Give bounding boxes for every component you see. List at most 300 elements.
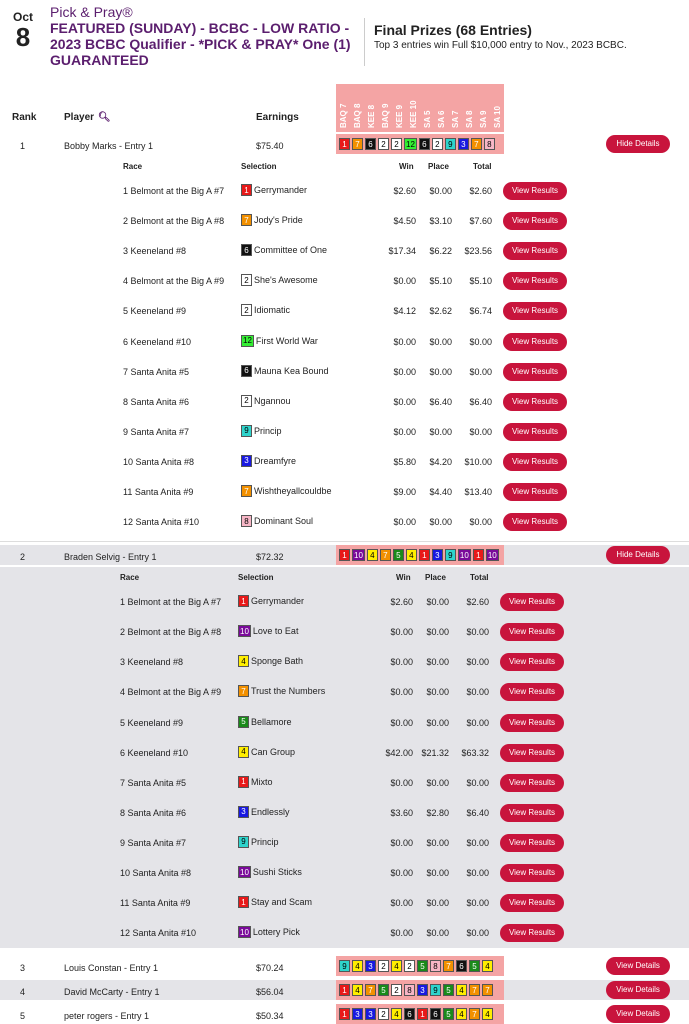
win-value: $0.00 bbox=[393, 366, 416, 377]
horse-name: Endlessly bbox=[251, 806, 290, 817]
detail-header-total: Total bbox=[473, 162, 492, 171]
selection bbox=[241, 304, 290, 316]
earnings-value: $70.24 bbox=[256, 963, 284, 974]
win-value: $17.34 bbox=[388, 246, 416, 257]
total-value: $0.00 bbox=[466, 898, 489, 909]
prize-title: Final Prizes (68 Entries) bbox=[374, 22, 532, 38]
total-value: $7.60 bbox=[469, 216, 492, 227]
race-name: 1 Belmont at the Big A #7 bbox=[120, 597, 222, 608]
saddle-number-badge: 7 bbox=[482, 984, 493, 996]
saddle-number-badge: 2 bbox=[391, 138, 402, 150]
detail-row bbox=[0, 478, 689, 508]
view-results-button[interactable]: View Results bbox=[503, 363, 567, 381]
saddle-number-badge: 6 bbox=[456, 960, 467, 972]
view-results-button[interactable]: View Results bbox=[500, 623, 564, 641]
total-value: $23.56 bbox=[464, 246, 492, 257]
saddle-number-badge: 8 bbox=[430, 960, 441, 972]
view-results-button[interactable]: View Results bbox=[503, 333, 567, 351]
earnings-value: $75.40 bbox=[256, 141, 284, 151]
selection bbox=[238, 836, 279, 848]
contest-title bbox=[50, 4, 360, 68]
race-label-text: SA 6 bbox=[437, 110, 446, 128]
race-name: 8 Santa Anita #6 bbox=[123, 396, 190, 407]
detail-row bbox=[0, 237, 689, 267]
total-value: $0.00 bbox=[469, 366, 492, 377]
selection bbox=[238, 625, 298, 637]
leaderboard-row bbox=[0, 980, 689, 1000]
win-value: $0.00 bbox=[393, 396, 416, 407]
view-results-button[interactable]: View Results bbox=[503, 272, 567, 290]
race-name: 9 Santa Anita #7 bbox=[120, 837, 187, 848]
rank-value: 3 bbox=[20, 963, 26, 974]
hide-details-button[interactable]: Hide Details bbox=[606, 135, 670, 153]
saddle-number-badge: 3 bbox=[458, 138, 469, 150]
saddle-number-badge: 2 bbox=[404, 960, 415, 972]
saddle-number-badge: 4 bbox=[456, 984, 467, 996]
detail-row bbox=[0, 267, 689, 297]
saddle-number-badge: 1 bbox=[339, 549, 350, 561]
race-column-label bbox=[490, 84, 504, 132]
selection bbox=[238, 926, 300, 938]
race-label-text: SA 5 bbox=[423, 110, 432, 128]
race-name: 6 Keeneland #10 bbox=[120, 747, 189, 758]
player-name: Bobby Marks - Entry 1 bbox=[64, 141, 154, 151]
saddle-number-badge: 4 bbox=[391, 1008, 402, 1020]
view-results-button[interactable]: View Results bbox=[500, 894, 564, 912]
horse-name: Stay and Scam bbox=[251, 897, 313, 908]
saddle-number-badge: 1 bbox=[238, 896, 249, 908]
horse-name: Love to Eat bbox=[252, 626, 299, 637]
race-label-text: BAQ 8 bbox=[353, 103, 362, 128]
earnings-header: Earnings bbox=[256, 112, 299, 123]
race-name: 2 Belmont at the Big A #8 bbox=[120, 627, 222, 638]
race-label-text: SA 10 bbox=[493, 106, 502, 128]
view-details-button[interactable]: View Details bbox=[606, 981, 670, 999]
saddle-number-badge: 4 bbox=[238, 655, 249, 667]
saddle-number-badge: 10 bbox=[354, 550, 363, 560]
horse-name: Dominant Soul bbox=[254, 516, 314, 527]
view-results-button[interactable]: View Results bbox=[503, 513, 567, 531]
header-divider bbox=[364, 18, 365, 66]
saddle-number-badge: 12 bbox=[243, 336, 252, 345]
race-name: 7 Santa Anita #5 bbox=[120, 777, 187, 788]
detail-row bbox=[0, 739, 689, 769]
prize-info bbox=[374, 22, 627, 51]
saddle-number-badge: 6 bbox=[430, 1008, 441, 1020]
race-name: 4 Belmont at the Big A #9 bbox=[120, 687, 222, 698]
place-value: $4.40 bbox=[429, 487, 452, 497]
detail-row bbox=[0, 829, 689, 859]
horse-name: Princip bbox=[254, 425, 282, 436]
horse-name: Dreamfyre bbox=[254, 455, 297, 466]
horse-name: Sponge Bath bbox=[251, 656, 304, 667]
view-results-button[interactable]: View Results bbox=[503, 242, 567, 260]
place-value: $6.40 bbox=[429, 396, 452, 407]
race-label-text: KEE 10 bbox=[409, 100, 418, 128]
selection bbox=[238, 896, 312, 908]
saddle-number-badge: 3 bbox=[352, 1008, 363, 1020]
saddle-number-badge: 5 bbox=[443, 1008, 454, 1020]
saddle-number-badge: 1 bbox=[339, 138, 350, 150]
saddle-number-badge: 12 bbox=[406, 139, 415, 149]
race-label-text: BAQ 9 bbox=[381, 103, 390, 128]
place-value: $0.00 bbox=[426, 868, 449, 879]
win-value: $4.50 bbox=[393, 216, 416, 227]
detail-header-total: Total bbox=[470, 573, 489, 583]
race-column-label bbox=[378, 84, 392, 132]
saddle-number-badge: 3 bbox=[365, 960, 376, 972]
earnings-value: $72.32 bbox=[256, 552, 284, 563]
saddle-number-badge: 8 bbox=[241, 515, 252, 527]
total-value: $0.00 bbox=[466, 717, 489, 728]
saddle-number-badge: 1 bbox=[339, 984, 350, 996]
place-value: $0.00 bbox=[426, 928, 449, 939]
place-value: $0.00 bbox=[429, 426, 452, 437]
selection bbox=[238, 866, 302, 878]
saddle-number-badge: 9 bbox=[339, 960, 350, 972]
brand-name: Pick & Pray® bbox=[50, 4, 133, 20]
win-value: $9.00 bbox=[393, 487, 416, 497]
detail-row bbox=[0, 648, 689, 678]
saddle-number-badge: 7 bbox=[238, 685, 249, 697]
place-value: $0.00 bbox=[426, 627, 449, 638]
saddle-number-badge: 9 bbox=[430, 984, 441, 996]
saddle-number-badge: 4 bbox=[391, 960, 402, 972]
entry-details bbox=[0, 156, 689, 537]
total-value: $0.00 bbox=[469, 336, 492, 347]
view-results-button[interactable]: View Results bbox=[503, 212, 567, 230]
saddle-number-badge: 10 bbox=[240, 626, 249, 636]
horse-name: First World War bbox=[255, 335, 318, 346]
horse-name: Sushi Sticks bbox=[252, 867, 302, 878]
total-value: $0.00 bbox=[466, 777, 489, 788]
rank-header: Rank bbox=[12, 112, 37, 123]
saddle-number-badge: 6 bbox=[241, 244, 252, 256]
win-value: $5.80 bbox=[393, 456, 416, 467]
selection bbox=[238, 685, 325, 697]
place-value: $0.00 bbox=[429, 366, 452, 377]
total-value: $13.40 bbox=[464, 487, 492, 497]
place-value: $0.00 bbox=[426, 597, 449, 608]
place-value: $0.00 bbox=[426, 687, 449, 698]
total-value: $6.74 bbox=[469, 306, 492, 317]
place-value: $5.10 bbox=[429, 276, 452, 287]
saddle-number-badge: 1 bbox=[238, 595, 249, 607]
win-value: $0.00 bbox=[390, 687, 413, 698]
rank-value: 4 bbox=[20, 987, 26, 998]
selection bbox=[241, 455, 296, 467]
saddle-number-badge: 1 bbox=[419, 549, 430, 561]
selection bbox=[241, 274, 318, 286]
saddle-number-badge: 4 bbox=[352, 984, 363, 996]
rank-value: 5 bbox=[20, 1011, 26, 1022]
race-name: 3 Keeneland #8 bbox=[123, 246, 187, 257]
selection bbox=[241, 214, 303, 226]
view-details-button[interactable]: View Details bbox=[606, 1005, 670, 1023]
win-value: $3.60 bbox=[390, 807, 413, 818]
race-name: 10 Santa Anita #8 bbox=[123, 456, 195, 467]
contest-name: FEATURED (SUNDAY) - BCBC - LOW RATIO - 2023 BCBC Qualifier - *PICK & PRAY* One (1) GUARANTEED bbox=[50, 20, 351, 68]
win-value: $0.00 bbox=[390, 837, 413, 848]
win-value: $2.60 bbox=[393, 186, 416, 196]
view-results-button[interactable]: View Results bbox=[500, 653, 564, 671]
total-value: $0.00 bbox=[469, 517, 492, 528]
view-results-button[interactable]: View Results bbox=[500, 683, 564, 701]
saddle-number-badge: 9 bbox=[241, 425, 252, 437]
race-name: 9 Santa Anita #7 bbox=[123, 426, 190, 437]
detail-header-win: Win bbox=[399, 162, 414, 171]
view-results-button[interactable]: View Results bbox=[500, 804, 564, 822]
race-column-label bbox=[336, 84, 350, 132]
leaderboard-row bbox=[0, 134, 689, 154]
total-value: $2.60 bbox=[469, 186, 492, 196]
win-value: $0.00 bbox=[390, 898, 413, 909]
detail-row bbox=[0, 769, 689, 799]
detail-row bbox=[0, 889, 689, 919]
earnings-value: $56.04 bbox=[256, 987, 284, 998]
saddle-number-badge: 1 bbox=[238, 776, 249, 788]
selections-strip bbox=[336, 134, 504, 154]
view-results-button[interactable]: View Results bbox=[500, 924, 564, 942]
saddle-number-badge: 3 bbox=[238, 806, 249, 818]
view-results-button[interactable]: View Results bbox=[500, 714, 564, 732]
selection bbox=[241, 184, 307, 196]
leaderboard-row bbox=[0, 545, 689, 565]
view-results-button[interactable]: View Results bbox=[503, 182, 567, 200]
win-value: $0.00 bbox=[393, 336, 416, 347]
detail-row bbox=[0, 448, 689, 478]
player-header-label: Player bbox=[64, 112, 95, 123]
saddle-number-badge: 10 bbox=[487, 550, 497, 560]
detail-header-place: Place bbox=[425, 573, 446, 583]
selection bbox=[241, 425, 282, 437]
saddle-number-badge: 6 bbox=[419, 138, 430, 150]
race-name: 1 Belmont at the Big A #7 bbox=[123, 186, 225, 196]
place-value: $6.22 bbox=[429, 246, 452, 257]
contest-header bbox=[0, 0, 689, 80]
leaderboard-row bbox=[0, 956, 689, 976]
detail-header-race: Race bbox=[120, 573, 140, 583]
saddle-number-badge: 4 bbox=[352, 960, 363, 972]
saddle-number-badge: 2 bbox=[241, 395, 252, 407]
detail-row bbox=[0, 388, 689, 418]
race-name: 2 Belmont at the Big A #8 bbox=[123, 216, 225, 227]
saddle-number-badge: 7 bbox=[380, 549, 391, 561]
win-value: $0.00 bbox=[390, 627, 413, 638]
race-column-label bbox=[392, 84, 406, 132]
detail-header-win: Win bbox=[396, 573, 411, 583]
total-value: $63.32 bbox=[461, 747, 489, 758]
win-value: $0.00 bbox=[390, 868, 413, 879]
total-value: $6.40 bbox=[469, 396, 492, 407]
win-value: $0.00 bbox=[390, 777, 413, 788]
place-value: $0.00 bbox=[426, 837, 449, 848]
saddle-number-badge: 5 bbox=[393, 549, 404, 561]
saddle-number-badge: 3 bbox=[417, 984, 428, 996]
detail-row bbox=[0, 177, 689, 207]
detail-row bbox=[0, 297, 689, 327]
view-results-button[interactable]: View Results bbox=[500, 834, 564, 852]
view-results-button[interactable]: View Results bbox=[500, 744, 564, 762]
race-label-text: SA 7 bbox=[451, 110, 460, 128]
race-column-label bbox=[448, 84, 462, 132]
selections-strip bbox=[336, 956, 504, 976]
date-month: Oct bbox=[12, 10, 33, 24]
date-day: 8 bbox=[15, 22, 31, 52]
detail-row bbox=[0, 418, 689, 448]
saddle-number-badge: 1 bbox=[241, 184, 252, 196]
saddle-number-badge: 2 bbox=[378, 960, 389, 972]
saddle-number-badge: 8 bbox=[484, 138, 495, 150]
saddle-number-badge: 7 bbox=[471, 138, 482, 150]
player-name: Braden Selvig - Entry 1 bbox=[64, 552, 157, 563]
detail-row bbox=[0, 919, 689, 949]
win-value: $4.12 bbox=[393, 306, 416, 317]
saddle-number-badge: 4 bbox=[367, 549, 378, 561]
selections-strip bbox=[336, 1004, 504, 1024]
race-label-text: KEE 9 bbox=[395, 104, 404, 128]
hide-details-button[interactable]: Hide Details bbox=[606, 546, 670, 564]
saddle-number-badge: 3 bbox=[432, 549, 443, 561]
saddle-number-badge: 2 bbox=[378, 1008, 389, 1020]
place-value: $0.00 bbox=[429, 517, 452, 528]
detail-header-selection: Selection bbox=[238, 573, 274, 583]
horse-name: Gerrymander bbox=[251, 596, 305, 607]
win-value: $0.00 bbox=[390, 928, 413, 939]
saddle-number-badge: 7 bbox=[443, 960, 454, 972]
saddle-number-badge: 6 bbox=[404, 1008, 415, 1020]
race-column-label bbox=[406, 84, 420, 132]
saddle-number-badge: 7 bbox=[365, 984, 376, 996]
total-value: $10.00 bbox=[464, 456, 492, 467]
place-value: $0.00 bbox=[426, 657, 449, 668]
race-name: 4 Belmont at the Big A #9 bbox=[123, 276, 225, 287]
detail-row bbox=[0, 588, 689, 618]
race-name: 12 Santa Anita #10 bbox=[120, 928, 197, 939]
total-value: $5.10 bbox=[469, 276, 492, 287]
place-value: $0.00 bbox=[426, 898, 449, 909]
view-results-button[interactable]: View Results bbox=[500, 864, 564, 882]
saddle-number-badge: 7 bbox=[241, 214, 252, 226]
total-value: $0.00 bbox=[466, 868, 489, 879]
total-value: $0.00 bbox=[466, 627, 489, 638]
saddle-number-badge: 10 bbox=[240, 927, 249, 937]
horse-name: Mixto bbox=[251, 776, 273, 787]
win-value: $0.00 bbox=[393, 276, 416, 287]
saddle-number-badge: 4 bbox=[406, 549, 417, 561]
horse-name: She's Awesome bbox=[254, 275, 318, 286]
race-name: 5 Keeneland #9 bbox=[120, 717, 184, 728]
race-column-label bbox=[364, 84, 378, 132]
selection bbox=[238, 655, 303, 667]
total-value: $2.60 bbox=[466, 597, 489, 608]
place-value: $0.00 bbox=[429, 336, 452, 347]
race-name: 11 Santa Anita #9 bbox=[123, 487, 194, 497]
race-name: 7 Santa Anita #5 bbox=[123, 366, 190, 377]
saddle-number-badge: 7 bbox=[469, 984, 480, 996]
race-column-label bbox=[476, 84, 490, 132]
place-value: $21.32 bbox=[421, 747, 449, 758]
place-value: $0.00 bbox=[426, 717, 449, 728]
saddle-number-badge: 8 bbox=[404, 984, 415, 996]
saddle-number-badge: 9 bbox=[445, 549, 456, 561]
view-results-button[interactable]: View Results bbox=[503, 393, 567, 411]
saddle-number-badge: 5 bbox=[378, 984, 389, 996]
horse-name: Committee of One bbox=[254, 245, 328, 256]
saddle-number-badge: 1 bbox=[473, 549, 484, 561]
race-label-text: BAQ 7 bbox=[339, 103, 348, 128]
player-header[interactable] bbox=[64, 112, 111, 123]
selection bbox=[241, 244, 327, 256]
saddle-number-badge: 7 bbox=[469, 1008, 480, 1020]
contest-date bbox=[8, 10, 38, 50]
saddle-number-badge: 3 bbox=[241, 455, 252, 467]
saddle-number-badge: 2 bbox=[432, 138, 443, 150]
view-details-button[interactable]: View Details bbox=[606, 957, 670, 975]
selections-strip bbox=[336, 980, 504, 1000]
saddle-number-badge: 6 bbox=[241, 365, 252, 377]
saddle-number-badge: 2 bbox=[241, 274, 252, 286]
win-value: $2.60 bbox=[390, 597, 413, 608]
detail-row bbox=[0, 207, 689, 237]
race-name: 12 Santa Anita #10 bbox=[123, 517, 200, 528]
selections-strip bbox=[336, 545, 504, 565]
race-name: 3 Keeneland #8 bbox=[120, 657, 184, 668]
view-results-button[interactable]: View Results bbox=[503, 423, 567, 441]
saddle-number-badge: 2 bbox=[378, 138, 389, 150]
selection bbox=[238, 806, 290, 818]
saddle-number-badge: 2 bbox=[241, 304, 252, 316]
selection bbox=[241, 335, 318, 347]
total-value: $0.00 bbox=[466, 657, 489, 668]
race-name: 5 Keeneland #9 bbox=[123, 306, 187, 317]
total-value: $0.00 bbox=[466, 928, 489, 939]
detail-row bbox=[0, 508, 689, 538]
place-value: $2.62 bbox=[429, 306, 452, 317]
leaderboard-row bbox=[0, 1004, 689, 1024]
place-value: $4.20 bbox=[429, 456, 452, 467]
detail-row bbox=[0, 678, 689, 708]
race-name: 6 Keeneland #10 bbox=[123, 336, 192, 347]
total-value: $0.00 bbox=[466, 687, 489, 698]
horse-name: Can Group bbox=[251, 746, 296, 757]
place-value: $2.80 bbox=[426, 807, 449, 818]
detail-header-race: Race bbox=[123, 162, 143, 171]
detail-header-selection: Selection bbox=[241, 162, 277, 171]
race-label-text: SA 8 bbox=[465, 110, 474, 128]
search-icon[interactable]: 🔍︎ bbox=[98, 112, 111, 123]
saddle-number-badge: 4 bbox=[482, 960, 493, 972]
view-results-button[interactable]: View Results bbox=[500, 593, 564, 611]
view-results-button[interactable]: View Results bbox=[503, 453, 567, 471]
total-value: $0.00 bbox=[466, 837, 489, 848]
view-results-button[interactable]: View Results bbox=[503, 302, 567, 320]
saddle-number-badge: 9 bbox=[445, 138, 456, 150]
win-value: $0.00 bbox=[393, 426, 416, 437]
view-results-button[interactable]: View Results bbox=[503, 483, 567, 501]
place-value: $0.00 bbox=[429, 186, 452, 196]
detail-header-place: Place bbox=[428, 162, 449, 171]
detail-row bbox=[0, 859, 689, 889]
view-results-button[interactable]: View Results bbox=[500, 774, 564, 792]
saddle-number-badge: 6 bbox=[365, 138, 376, 150]
total-value: $0.00 bbox=[469, 426, 492, 437]
player-name: David McCarty - Entry 1 bbox=[64, 987, 160, 998]
saddle-number-badge: 3 bbox=[365, 1008, 376, 1020]
selection bbox=[241, 485, 332, 497]
race-column-headers bbox=[336, 84, 504, 132]
saddle-number-badge: 1 bbox=[417, 1008, 428, 1020]
